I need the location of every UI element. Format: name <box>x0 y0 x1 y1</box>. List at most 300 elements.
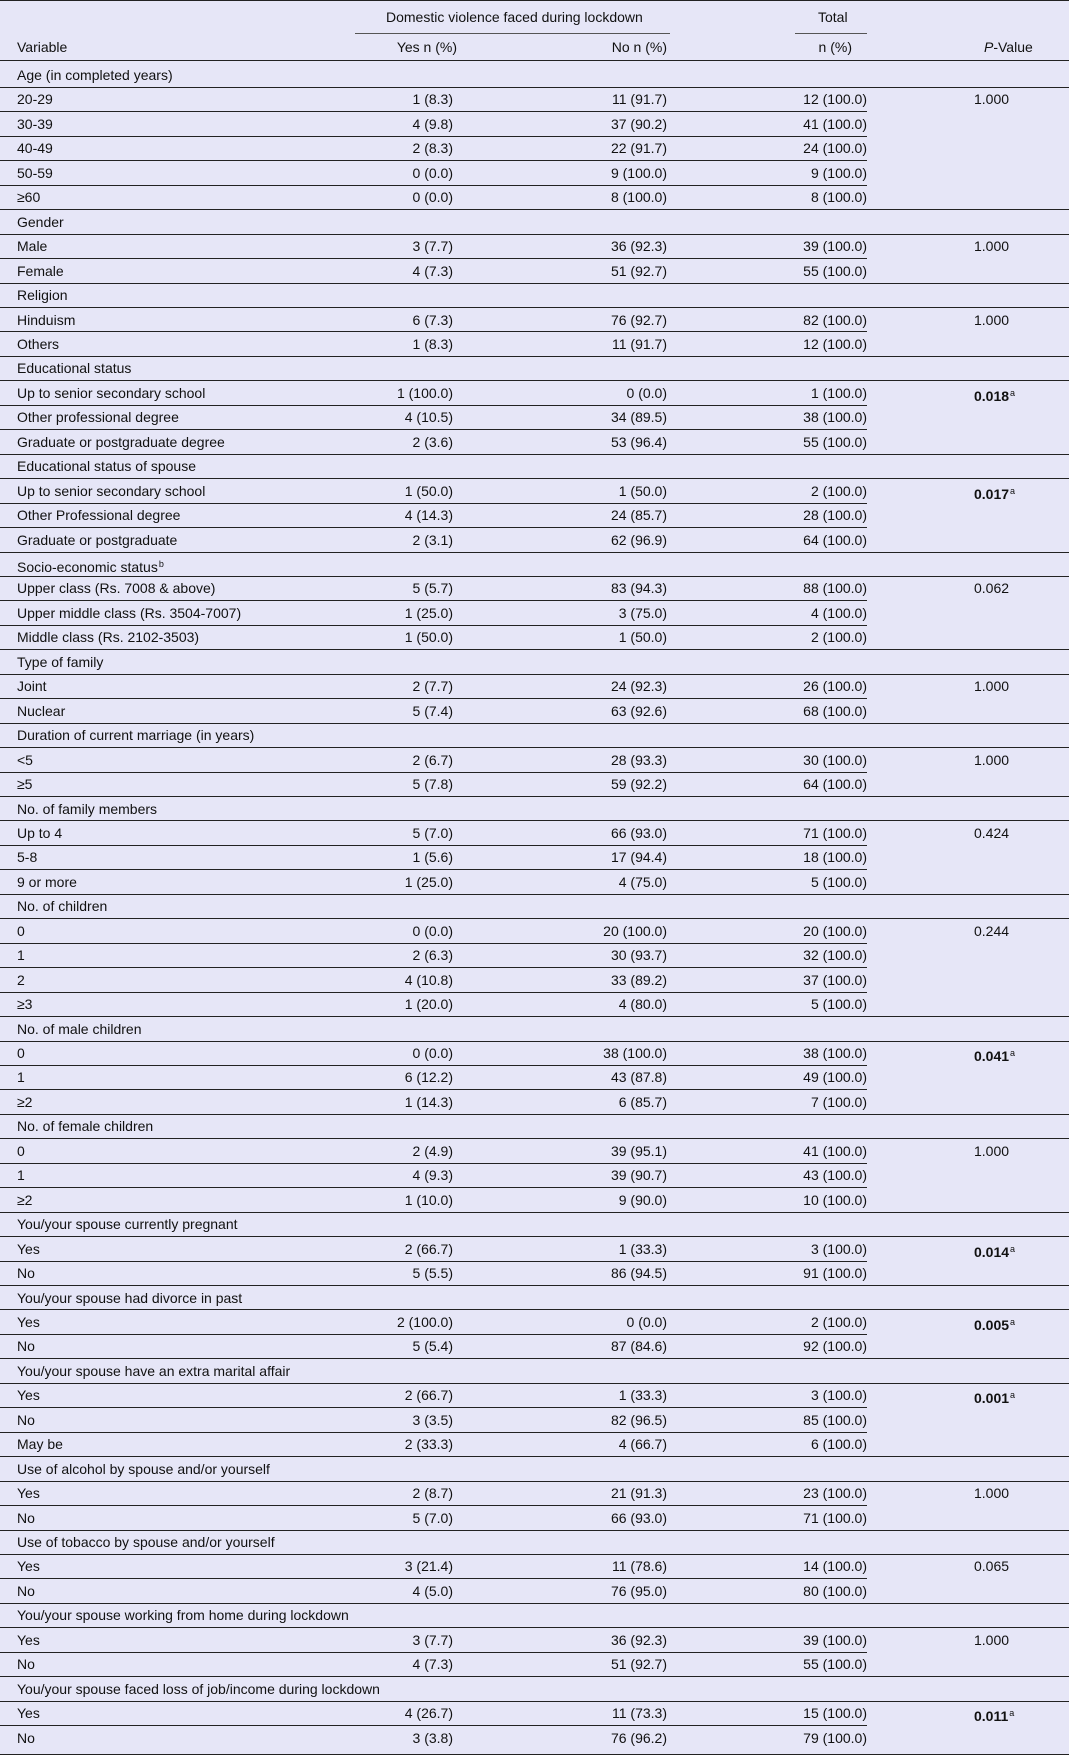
p-value-text: 0.244 <box>974 922 1010 939</box>
cell-no: 30 (93.7) <box>610 947 667 964</box>
cell-variable: <5 <box>17 751 33 768</box>
cell-no: 28 (93.3) <box>610 751 667 768</box>
significance-marker: a <box>1010 1390 1016 1401</box>
cell-variable: Up to senior secondary school <box>17 384 206 401</box>
cell-p-value <box>974 825 1009 841</box>
table-row <box>0 479 1069 504</box>
cell-no: 51 (92.7) <box>610 1656 667 1673</box>
group-title <box>17 727 254 743</box>
cell-no: 86 (94.5) <box>610 1265 667 1282</box>
group-title-text: You/your spouse currently pregnant <box>17 1216 238 1233</box>
table-row <box>0 503 1069 528</box>
cell-variable: ≥2 <box>17 1191 33 1208</box>
cell-yes: 3 (3.5) <box>412 1411 453 1428</box>
group-title-text: No. of female children <box>17 1118 154 1135</box>
cell-total: 41 (100.0) <box>803 1142 867 1159</box>
cell-variable: Male <box>17 238 48 255</box>
cell-no: 20 (100.0) <box>603 922 667 939</box>
cell-variable: Other professional degree <box>17 409 179 426</box>
cell-no: 1 (33.3) <box>618 1240 667 1257</box>
cell-no: 6 (85.7) <box>618 1093 667 1110</box>
cell-no: 9 (90.0) <box>618 1191 667 1208</box>
cell-no: 66 (93.0) <box>610 1509 667 1526</box>
cell-yes: 2 (66.7) <box>404 1240 453 1257</box>
cell-total: 14 (100.0) <box>803 1558 867 1575</box>
cell-yes: 1 (8.3) <box>412 91 453 108</box>
cell-variable: Up to senior secondary school <box>17 482 206 499</box>
cell-yes: 0 (0.0) <box>412 1045 453 1061</box>
cell-p-value <box>974 483 1015 502</box>
cell-variable: Yes <box>17 1387 40 1404</box>
table-row <box>0 870 1069 895</box>
p-value-text: 0.062 <box>974 580 1010 597</box>
group-title <box>17 1021 142 1037</box>
column-header-n: n (%) <box>818 39 852 55</box>
cell-yes: 4 (5.0) <box>412 1582 453 1599</box>
group-title-row <box>0 1603 1069 1628</box>
group-title-row <box>0 1017 1069 1042</box>
group-title-row <box>0 1359 1069 1384</box>
cell-variable: Middle class (Rs. 2102-3503) <box>17 629 200 646</box>
cell-total: 38 (100.0) <box>803 1045 867 1061</box>
cell-p-value <box>974 1485 1009 1501</box>
cell-total: 7 (100.0) <box>810 1093 867 1110</box>
cell-total: 18 (100.0) <box>803 849 867 866</box>
table-row <box>0 1628 1069 1653</box>
cell-total: 3 (100.0) <box>810 1387 867 1404</box>
cell-no: 1 (50.0) <box>618 629 667 646</box>
cell-no: 4 (75.0) <box>618 873 667 890</box>
cell-no: 4 (66.7) <box>618 1436 667 1453</box>
table-row <box>0 748 1069 773</box>
cell-total: 64 (100.0) <box>803 531 867 548</box>
group-title-row <box>0 1114 1069 1139</box>
table-row <box>0 1726 1069 1751</box>
cell-yes: 5 (7.8) <box>412 776 453 793</box>
cell-variable: 9 or more <box>17 873 77 890</box>
table-row <box>0 161 1069 186</box>
p-value-text: 0.041 <box>974 1048 1010 1064</box>
group-title-row <box>0 356 1069 381</box>
group-title-text: Type of family <box>17 653 104 670</box>
cell-no: 76 (92.7) <box>610 311 667 328</box>
cell-total: 9 (100.0) <box>810 164 867 181</box>
cell-variable: 20-29 <box>17 91 53 108</box>
cell-no: 63 (92.6) <box>610 702 667 719</box>
cell-yes: 4 (7.3) <box>412 262 453 279</box>
table-row <box>0 1701 1069 1726</box>
table-row <box>0 1481 1069 1506</box>
cell-p-value <box>974 752 1009 768</box>
cell-no: 33 (89.2) <box>610 971 667 988</box>
p-value-text: 1.000 <box>974 238 1010 255</box>
cell-yes: 4 (10.8) <box>404 971 453 988</box>
table-row <box>0 992 1069 1017</box>
cell-total: 2 (100.0) <box>810 1313 867 1330</box>
p-value-text: 0.005 <box>974 1316 1010 1333</box>
p-value-text: 0.018 <box>974 387 1010 404</box>
cell-total: 82 (100.0) <box>803 311 867 328</box>
cell-total: 64 (100.0) <box>803 776 867 793</box>
cell-variable: 40-49 <box>17 140 53 157</box>
cell-yes: 4 (7.3) <box>412 1656 453 1673</box>
cell-no: 53 (96.4) <box>610 433 667 450</box>
cell-variable: Female <box>17 262 64 279</box>
cell-total: 24 (100.0) <box>803 140 867 157</box>
cell-variable: Upper class (Rs. 7008 & above) <box>17 580 216 597</box>
cell-variable: ≥3 <box>17 996 33 1013</box>
cell-total: 26 (100.0) <box>803 678 867 695</box>
table-row <box>0 430 1069 455</box>
cell-variable: 0 <box>17 1045 25 1061</box>
cell-yes: 2 (8.3) <box>412 140 453 157</box>
cell-variable: May be <box>17 1436 63 1453</box>
cell-variable: 1 <box>17 1167 25 1184</box>
group-title-text: Gender <box>17 213 64 230</box>
cell-total: 5 (100.0) <box>810 996 867 1013</box>
group-title-text: Socio-economic status <box>17 559 158 575</box>
cell-variable: Yes <box>17 1485 40 1502</box>
cell-total: 32 (100.0) <box>803 947 867 964</box>
total-header-rule <box>795 33 867 34</box>
cell-yes: 4 (26.7) <box>404 1705 453 1722</box>
p-value-text: 1.000 <box>974 678 1010 695</box>
cell-no: 0 (0.0) <box>626 384 667 401</box>
cell-yes: 0 (0.0) <box>412 164 453 181</box>
table-row <box>0 1163 1069 1188</box>
cell-no: 24 (92.3) <box>610 678 667 695</box>
cell-yes: 2 (3.6) <box>412 433 453 450</box>
cell-variable: Joint <box>17 678 47 695</box>
p-value-text: 0.001 <box>974 1390 1010 1407</box>
group-title-row <box>0 650 1069 675</box>
cell-yes: 5 (7.0) <box>412 1509 453 1526</box>
cell-yes: 4 (9.8) <box>412 115 453 132</box>
group-title-text: Educational status of spouse <box>17 458 197 475</box>
group-title-row <box>0 1530 1069 1555</box>
group-title <box>17 556 164 575</box>
significance-marker: a <box>1010 1316 1016 1327</box>
cell-no: 83 (94.3) <box>610 580 667 597</box>
significance-marker: a <box>1010 1243 1016 1254</box>
cell-yes: 5 (5.4) <box>412 1338 453 1355</box>
cell-yes: 4 (9.3) <box>412 1167 453 1184</box>
p-value-text: 1.000 <box>974 91 1010 108</box>
group-title-text: You/your spouse have an extra marital affair <box>17 1362 291 1379</box>
cell-no: 0 (0.0) <box>626 1313 667 1330</box>
cell-variable: Yes <box>17 1631 40 1648</box>
table-row <box>0 1188 1069 1213</box>
cell-variable: 2 <box>17 971 25 988</box>
significance-marker: a <box>1009 1708 1015 1719</box>
group-header-total: Total <box>818 9 848 25</box>
group-title <box>17 1607 349 1623</box>
table-row <box>0 919 1069 944</box>
table-row <box>0 1261 1069 1286</box>
cell-yes: 1 (8.3) <box>412 335 453 352</box>
cell-variable: Yes <box>17 1240 40 1257</box>
p-value-text: 0.424 <box>974 824 1010 841</box>
cell-no: 62 (96.9) <box>610 531 667 548</box>
cell-total: 30 (100.0) <box>803 751 867 768</box>
cell-yes: 2 (8.7) <box>412 1485 453 1502</box>
cell-total: 43 (100.0) <box>803 1167 867 1184</box>
cell-yes: 1 (14.3) <box>404 1093 453 1110</box>
significance-marker: a <box>1010 1048 1016 1058</box>
group-title <box>17 1534 275 1550</box>
cell-total: 6 (100.0) <box>810 1436 867 1453</box>
cell-yes: 2 (6.7) <box>412 751 453 768</box>
cell-yes: 2 (3.1) <box>412 531 453 548</box>
cell-total: 12 (100.0) <box>803 91 867 108</box>
table-row <box>0 1408 1069 1433</box>
cell-variable: 50-59 <box>17 164 53 181</box>
p-value-text: 0.014 <box>974 1243 1010 1260</box>
group-title <box>17 1118 153 1134</box>
cell-total: 91 (100.0) <box>803 1265 867 1282</box>
cell-yes: 5 (7.0) <box>412 824 453 841</box>
cell-variable: Yes <box>17 1313 40 1330</box>
cell-yes: 4 (10.5) <box>404 409 453 426</box>
cell-total: 28 (100.0) <box>803 507 867 524</box>
cell-variable: Graduate or postgraduate <box>17 531 178 548</box>
group-title-row <box>0 283 1069 308</box>
table-row <box>0 845 1069 870</box>
group-title-row <box>0 1457 1069 1482</box>
cell-yes: 2 (6.3) <box>412 947 453 964</box>
cell-p-value <box>974 1045 1015 1064</box>
group-title-text: You/your spouse faced loss of job/income during lockdown <box>17 1680 380 1697</box>
table-row <box>0 259 1069 284</box>
group-title-row <box>0 1212 1069 1237</box>
cell-total: 68 (100.0) <box>803 702 867 719</box>
cell-yes: 1 (25.0) <box>404 604 453 621</box>
table-row <box>0 1579 1069 1604</box>
cell-yes: 2 (66.7) <box>404 1387 453 1404</box>
cell-p-value <box>974 678 1009 694</box>
group-title-row <box>0 723 1069 748</box>
cell-total: 55 (100.0) <box>803 433 867 450</box>
table-row <box>0 1237 1069 1262</box>
cell-total: 55 (100.0) <box>803 262 867 279</box>
cell-yes: 5 (7.4) <box>412 702 453 719</box>
group-title-text: Religion <box>17 287 68 304</box>
cell-variable: 1 <box>17 1069 25 1086</box>
cell-no: 34 (89.5) <box>610 409 667 426</box>
group-title-text: No. of family members <box>17 800 158 817</box>
table-row <box>0 1310 1069 1335</box>
cell-yes: 1 (50.0) <box>404 482 453 499</box>
cell-variable: Yes <box>17 1558 40 1575</box>
cell-p-value <box>974 1143 1009 1159</box>
table-row <box>0 1432 1069 1457</box>
cell-yes: 0 (0.0) <box>412 922 453 939</box>
table-row <box>0 772 1069 797</box>
group-title <box>17 287 68 303</box>
cell-total: 2 (100.0) <box>810 629 867 646</box>
cell-no: 76 (95.0) <box>610 1582 667 1599</box>
group-title-text: You/your spouse had divorce in past <box>17 1289 243 1306</box>
cell-variable: ≥2 <box>17 1093 33 1110</box>
cell-variable: Other Professional degree <box>17 507 181 524</box>
cell-yes: 5 (5.5) <box>412 1265 453 1282</box>
cell-total: 49 (100.0) <box>803 1069 867 1086</box>
cell-yes: 2 (100.0) <box>396 1313 453 1330</box>
p-value-text: 1.000 <box>974 1485 1010 1502</box>
cell-no: 3 (75.0) <box>618 604 667 621</box>
cell-p-value <box>974 1558 1009 1574</box>
cell-yes: 3 (21.4) <box>404 1558 453 1575</box>
cell-no: 59 (92.2) <box>610 776 667 793</box>
p-value-text: 1.000 <box>974 1631 1010 1648</box>
cell-variable: No <box>17 1338 35 1355</box>
cell-total: 88 (100.0) <box>803 580 867 597</box>
cell-variable: Yes <box>17 1705 40 1722</box>
cell-no: 22 (91.7) <box>610 140 667 157</box>
cell-no: 51 (92.7) <box>610 262 667 279</box>
cell-p-value <box>974 91 1009 107</box>
cell-no: 39 (90.7) <box>610 1167 667 1184</box>
cell-total: 37 (100.0) <box>803 971 867 988</box>
cell-no: 76 (96.2) <box>610 1729 667 1746</box>
cell-yes: 3 (7.7) <box>412 238 453 255</box>
cell-no: 11 (91.7) <box>612 335 667 352</box>
cell-yes: 1 (50.0) <box>404 629 453 646</box>
cell-no: 8 (100.0) <box>610 189 667 206</box>
cell-yes: 2 (33.3) <box>404 1436 453 1453</box>
p-value-text: 0.065 <box>974 1558 1010 1575</box>
cell-no: 21 (91.3) <box>610 1485 667 1502</box>
cell-total: 10 (100.0) <box>803 1191 867 1208</box>
cell-total: 3 (100.0) <box>810 1240 867 1257</box>
cell-total: 71 (100.0) <box>803 1509 867 1526</box>
table-row <box>0 1334 1069 1359</box>
table-row <box>0 405 1069 430</box>
cell-p-value <box>974 312 1009 328</box>
cell-variable: No <box>17 1729 35 1746</box>
table-row <box>0 1652 1069 1677</box>
cell-yes: 1 (20.0) <box>404 996 453 1013</box>
cell-no: 1 (50.0) <box>618 482 667 499</box>
cell-yes: 4 (14.3) <box>404 507 453 524</box>
cell-no: 43 (87.8) <box>610 1069 667 1086</box>
cell-no: 66 (93.0) <box>610 824 667 841</box>
group-title-row <box>0 797 1069 822</box>
cell-yes: 1 (10.0) <box>404 1191 453 1208</box>
table-row <box>0 136 1069 161</box>
cell-total: 39 (100.0) <box>803 1631 867 1648</box>
cell-p-value <box>974 1314 1015 1333</box>
cell-variable: No <box>17 1265 35 1282</box>
cell-no: 1 (33.3) <box>618 1387 667 1404</box>
cell-variable: No <box>17 1656 35 1673</box>
column-header-no: No n (%) <box>611 39 667 55</box>
cell-total: 8 (100.0) <box>810 189 867 206</box>
table-row <box>0 185 1069 210</box>
cell-total: 12 (100.0) <box>803 335 867 352</box>
table-row <box>0 943 1069 968</box>
group-title-text: Duration of current marriage (in years) <box>17 727 255 744</box>
cell-yes: 2 (7.7) <box>412 678 453 695</box>
cell-total: 79 (100.0) <box>803 1729 867 1746</box>
group-title-text: You/your spouse working from home during lockdown <box>17 1607 349 1624</box>
group-title-row <box>0 552 1069 577</box>
group-title-row <box>0 894 1069 919</box>
group-title <box>17 1290 242 1306</box>
cell-no: 9 (100.0) <box>610 164 667 181</box>
table-row <box>0 625 1069 650</box>
group-title <box>17 458 196 474</box>
cell-yes: 3 (3.8) <box>412 1729 453 1746</box>
group-title-row <box>0 1286 1069 1311</box>
cell-no: 38 (100.0) <box>603 1045 667 1061</box>
table-row <box>0 1506 1069 1531</box>
table-row <box>0 821 1069 846</box>
table-row <box>0 1090 1069 1115</box>
cell-total: 2 (100.0) <box>810 482 867 499</box>
table-row <box>0 112 1069 137</box>
group-title <box>17 1363 290 1379</box>
cell-variable: No <box>17 1411 35 1428</box>
group-title-text: No. of children <box>17 898 108 915</box>
cell-no: 24 (85.7) <box>610 507 667 524</box>
group-title <box>17 214 64 230</box>
p-value-text: 0.011 <box>974 1708 1009 1725</box>
group-title-text: Use of alcohol by spouse and/or yourself <box>17 1460 270 1477</box>
group-title-text: Educational status <box>17 360 132 377</box>
cell-variable: 0 <box>17 1142 25 1159</box>
group-title <box>17 360 131 376</box>
table-row <box>0 1554 1069 1579</box>
cell-yes: 0 (0.0) <box>412 189 453 206</box>
table-row <box>0 308 1069 333</box>
group-title <box>17 1461 270 1477</box>
cell-p-value <box>974 1241 1015 1260</box>
cell-p-value <box>974 385 1015 404</box>
group-header-domestic-violence: Domestic violence faced during lockdown <box>386 9 643 25</box>
cell-no: 36 (92.3) <box>610 1631 667 1648</box>
cell-total: 85 (100.0) <box>803 1411 867 1428</box>
cell-variable: 30-39 <box>17 115 53 132</box>
cell-variable: No <box>17 1509 35 1526</box>
cell-yes: 1 (5.6) <box>412 849 453 866</box>
cell-no: 17 (94.4) <box>610 849 667 866</box>
cell-total: 4 (100.0) <box>810 604 867 621</box>
cell-variable: ≥5 <box>17 776 33 793</box>
cell-no: 39 (95.1) <box>610 1142 667 1159</box>
table-row <box>0 381 1069 406</box>
table-row <box>0 1139 1069 1164</box>
p-value-text: 1.000 <box>974 751 1010 768</box>
cell-total: 39 (100.0) <box>803 238 867 255</box>
group-title-text: Use of tobacco by spouse and/or yourself <box>17 1534 275 1550</box>
cell-yes: 1 (100.0) <box>396 384 453 401</box>
cell-no: 82 (96.5) <box>610 1411 667 1428</box>
group-title-text: No. of male children <box>17 1020 142 1037</box>
cell-total: 38 (100.0) <box>803 409 867 426</box>
group-title <box>17 67 173 83</box>
footnote-marker: b <box>158 559 164 569</box>
cell-no: 11 (91.7) <box>612 91 667 108</box>
cell-total: 1 (100.0) <box>810 384 867 401</box>
group-title <box>17 1681 380 1697</box>
cell-no: 11 (78.6) <box>612 1558 667 1575</box>
group-title-text: Age (in completed years) <box>17 67 173 83</box>
table-row <box>0 1041 1069 1066</box>
table-header <box>0 1 1069 61</box>
cell-p-value <box>974 580 1009 596</box>
cell-yes: 3 (7.7) <box>412 1631 453 1648</box>
